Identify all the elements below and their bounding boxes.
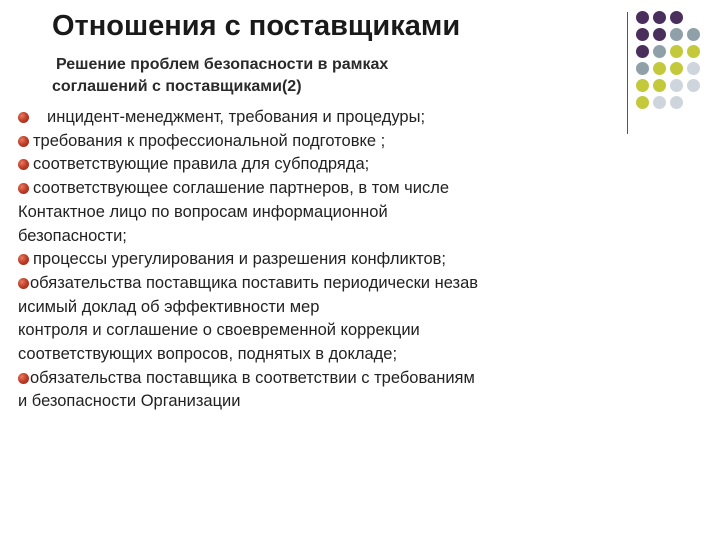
decor-dot <box>636 79 649 92</box>
decor-dot <box>636 11 649 24</box>
bullet-item <box>18 248 618 272</box>
subtitle-line-1: Решение проблем безопасности в рамках <box>56 56 389 73</box>
decor-dot <box>670 96 683 109</box>
decor-dot <box>653 79 666 92</box>
text-line: безопасности; <box>18 226 127 245</box>
text-line: Контактное лицо по вопросам информационной <box>18 202 388 221</box>
decor-divider <box>627 12 628 134</box>
bullet-icon <box>18 112 29 123</box>
decor-dot <box>670 62 683 75</box>
decor-dot <box>636 28 649 41</box>
bullet-item <box>18 153 618 177</box>
bullet-text: процессы урегулирования и разрешения конфликтов; <box>33 250 446 269</box>
bullet-text: требования к профессиональной подготовке ; <box>33 131 386 150</box>
bullet-item <box>18 177 618 201</box>
bullet-item <box>18 272 618 296</box>
bullet-icon <box>18 136 29 147</box>
bullet-item <box>18 367 618 391</box>
decor-dot <box>670 28 683 41</box>
subtitle-line-2: соглашений с поставщиками(2) <box>52 78 302 95</box>
decor-dot <box>653 11 666 24</box>
text-line: контроля и соглашение о своевременной коррекции <box>18 321 420 340</box>
decor-dot <box>653 96 666 109</box>
decor-dot <box>687 79 700 92</box>
bullet-text: обязательства поставщика поставить периодически незав <box>30 273 479 292</box>
text-line: соответствующих вопросов, поднятых в докладе; <box>18 345 398 364</box>
slide-title: Отношения с поставщиками <box>52 10 461 42</box>
decor-dot <box>687 11 700 24</box>
bullet-text: инцидент-менеджмент, требования и процедуры; <box>47 108 426 126</box>
decor-dot <box>687 96 700 109</box>
bullet-text: соответствующие правила для субподряда; <box>33 155 370 174</box>
bullet-icon <box>18 183 29 194</box>
decor-dot <box>653 28 666 41</box>
decor-dot <box>653 62 666 75</box>
bullet-text: соответствующее соглашение партнеров, в том числе <box>33 179 450 198</box>
decor-dot <box>670 45 683 58</box>
text-line: исимый доклад об эффективности мер <box>18 297 320 316</box>
decor-dot-grid <box>636 11 704 113</box>
content-body <box>18 106 618 414</box>
bullet-icon <box>18 159 29 170</box>
decor-dot <box>636 62 649 75</box>
decor-dot <box>653 45 666 58</box>
bullet-item <box>18 130 618 154</box>
decor-dot <box>636 45 649 58</box>
bullet-text: обязательства поставщика в соответствии с требованиям <box>30 368 475 387</box>
decor-dot <box>687 45 700 58</box>
bullet-item <box>18 106 618 130</box>
bullet-icon <box>18 254 29 265</box>
bullet-icon <box>18 278 29 289</box>
decor-dot <box>636 96 649 109</box>
bullet-icon <box>18 373 29 384</box>
decor-dot <box>670 11 683 24</box>
decor-dot <box>687 62 700 75</box>
slide-subtitle <box>52 54 388 98</box>
decor-dot <box>670 79 683 92</box>
text-line: и безопасности Организации <box>18 392 241 411</box>
decor-dot <box>687 28 700 41</box>
